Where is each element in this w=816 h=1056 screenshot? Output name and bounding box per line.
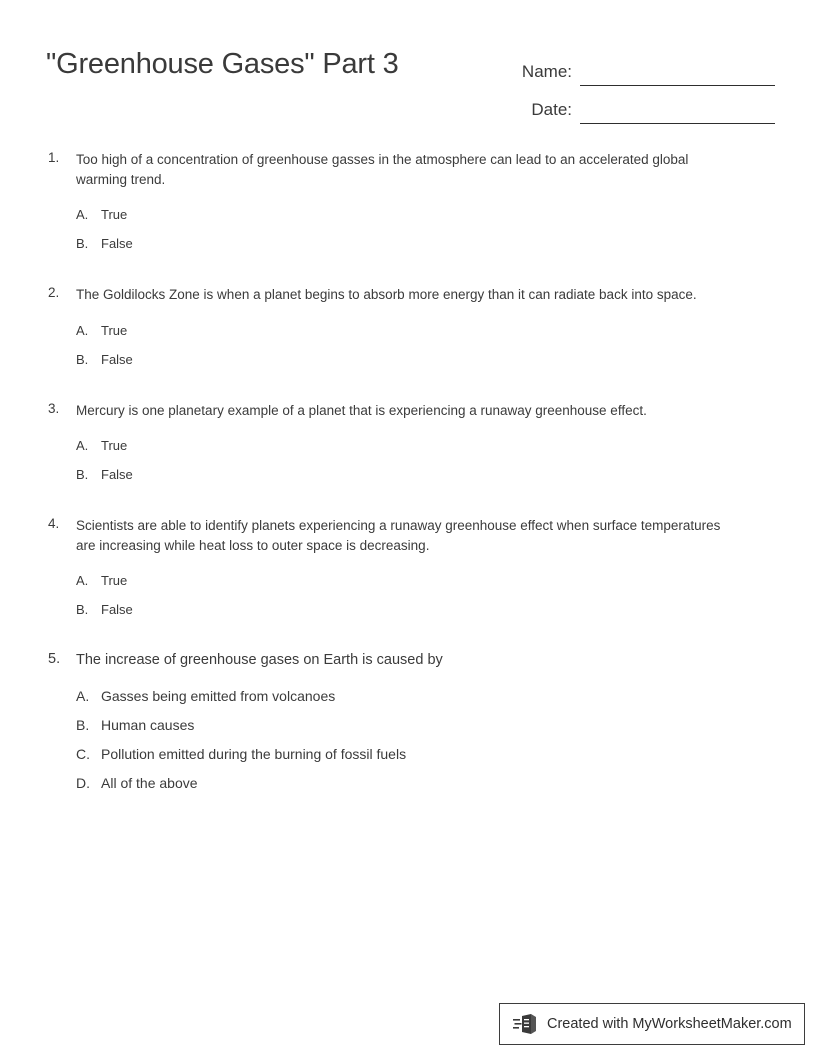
question-line [48, 285, 770, 305]
date-label: Date: [531, 100, 572, 119]
answer-options [76, 321, 770, 379]
badge-label: Created with MyWorksheetMaker.com [547, 1016, 792, 1032]
question-number: 2. [48, 285, 60, 300]
answer-option[interactable] [76, 774, 770, 803]
question-block [0, 651, 816, 803]
question-text: Scientists are able to identify planets experiencing a runaway greenhouse effect when surface temperatures are increasing while heat loss to outer space is decreasing. [76, 518, 721, 553]
question-line [48, 401, 770, 421]
answer-options [76, 436, 770, 494]
created-with-badge[interactable] [499, 1003, 805, 1045]
worksheet-header [0, 0, 816, 130]
question-number: 5. [48, 651, 61, 667]
option-text: Gasses being emitted from volcanoes [101, 687, 336, 704]
question-number: 3. [48, 400, 60, 416]
answer-option[interactable] [76, 465, 770, 494]
name-date-group [470, 48, 775, 124]
option-letter: C. [76, 745, 90, 762]
worksheet-maker-logo-icon [513, 1012, 539, 1036]
option-text: True [101, 438, 128, 453]
answer-option[interactable] [76, 321, 770, 350]
question-line [48, 150, 770, 189]
option-text: True [101, 322, 128, 338]
option-letter: B. [76, 351, 89, 367]
answer-option[interactable] [76, 600, 770, 629]
question-text: The increase of greenhouse gases on Earth is caused by [76, 652, 443, 668]
option-text: False [101, 351, 133, 367]
answer-option[interactable] [76, 436, 770, 465]
answer-option[interactable] [76, 350, 770, 379]
question-text: Too high of a concentration of greenhouse gasses in the atmosphere can lead to an accelerated global warming trend. [76, 152, 689, 187]
question-block [0, 401, 816, 495]
answer-option[interactable] [76, 205, 770, 234]
answer-options [76, 571, 770, 629]
option-text: False [101, 602, 133, 617]
option-letter: D. [76, 774, 90, 791]
question-number: 4. [48, 516, 60, 531]
option-text: False [101, 467, 133, 482]
option-letter: A. [76, 573, 89, 588]
answer-option[interactable] [76, 687, 770, 716]
question-text: Mercury is one planetary example of a planet that is experiencing a runaway greenhouse effect. [76, 402, 647, 418]
option-letter: A. [76, 207, 89, 222]
question-block [0, 150, 816, 263]
answer-option[interactable] [76, 745, 770, 774]
option-letter: A. [76, 438, 89, 453]
question-line [48, 516, 770, 555]
option-letter: B. [76, 467, 89, 482]
name-label: Name: [521, 62, 572, 81]
question-text: The Goldilocks Zone is when a planet begins to absorb more energy than it can radiate back into space. [76, 287, 697, 302]
answer-option[interactable] [76, 234, 770, 263]
name-row [470, 48, 775, 86]
question-block [0, 516, 816, 629]
date-input[interactable] [580, 103, 775, 124]
question-line [48, 651, 770, 671]
page-title: "Greenhouse Gases" Part 3 [46, 48, 399, 80]
name-input[interactable] [580, 65, 775, 86]
option-letter: B. [76, 236, 89, 251]
date-row [470, 86, 775, 124]
option-text: Human causes [101, 716, 195, 733]
option-letter: B. [76, 602, 89, 617]
option-text: False [101, 236, 133, 251]
option-text: Pollution emitted during the burning of fossil fuels [101, 745, 407, 762]
questions-list [0, 150, 816, 825]
answer-option[interactable] [76, 571, 770, 600]
question-number: 1. [48, 150, 60, 165]
option-letter: A. [76, 322, 89, 338]
option-text: True [101, 207, 128, 222]
option-letter: B. [76, 716, 90, 733]
question-block [0, 285, 816, 379]
option-text: All of the above [101, 774, 198, 791]
option-text: True [101, 573, 128, 588]
option-letter: A. [76, 687, 90, 704]
answer-options [76, 205, 770, 263]
answer-options [76, 687, 770, 803]
answer-option[interactable] [76, 716, 770, 745]
